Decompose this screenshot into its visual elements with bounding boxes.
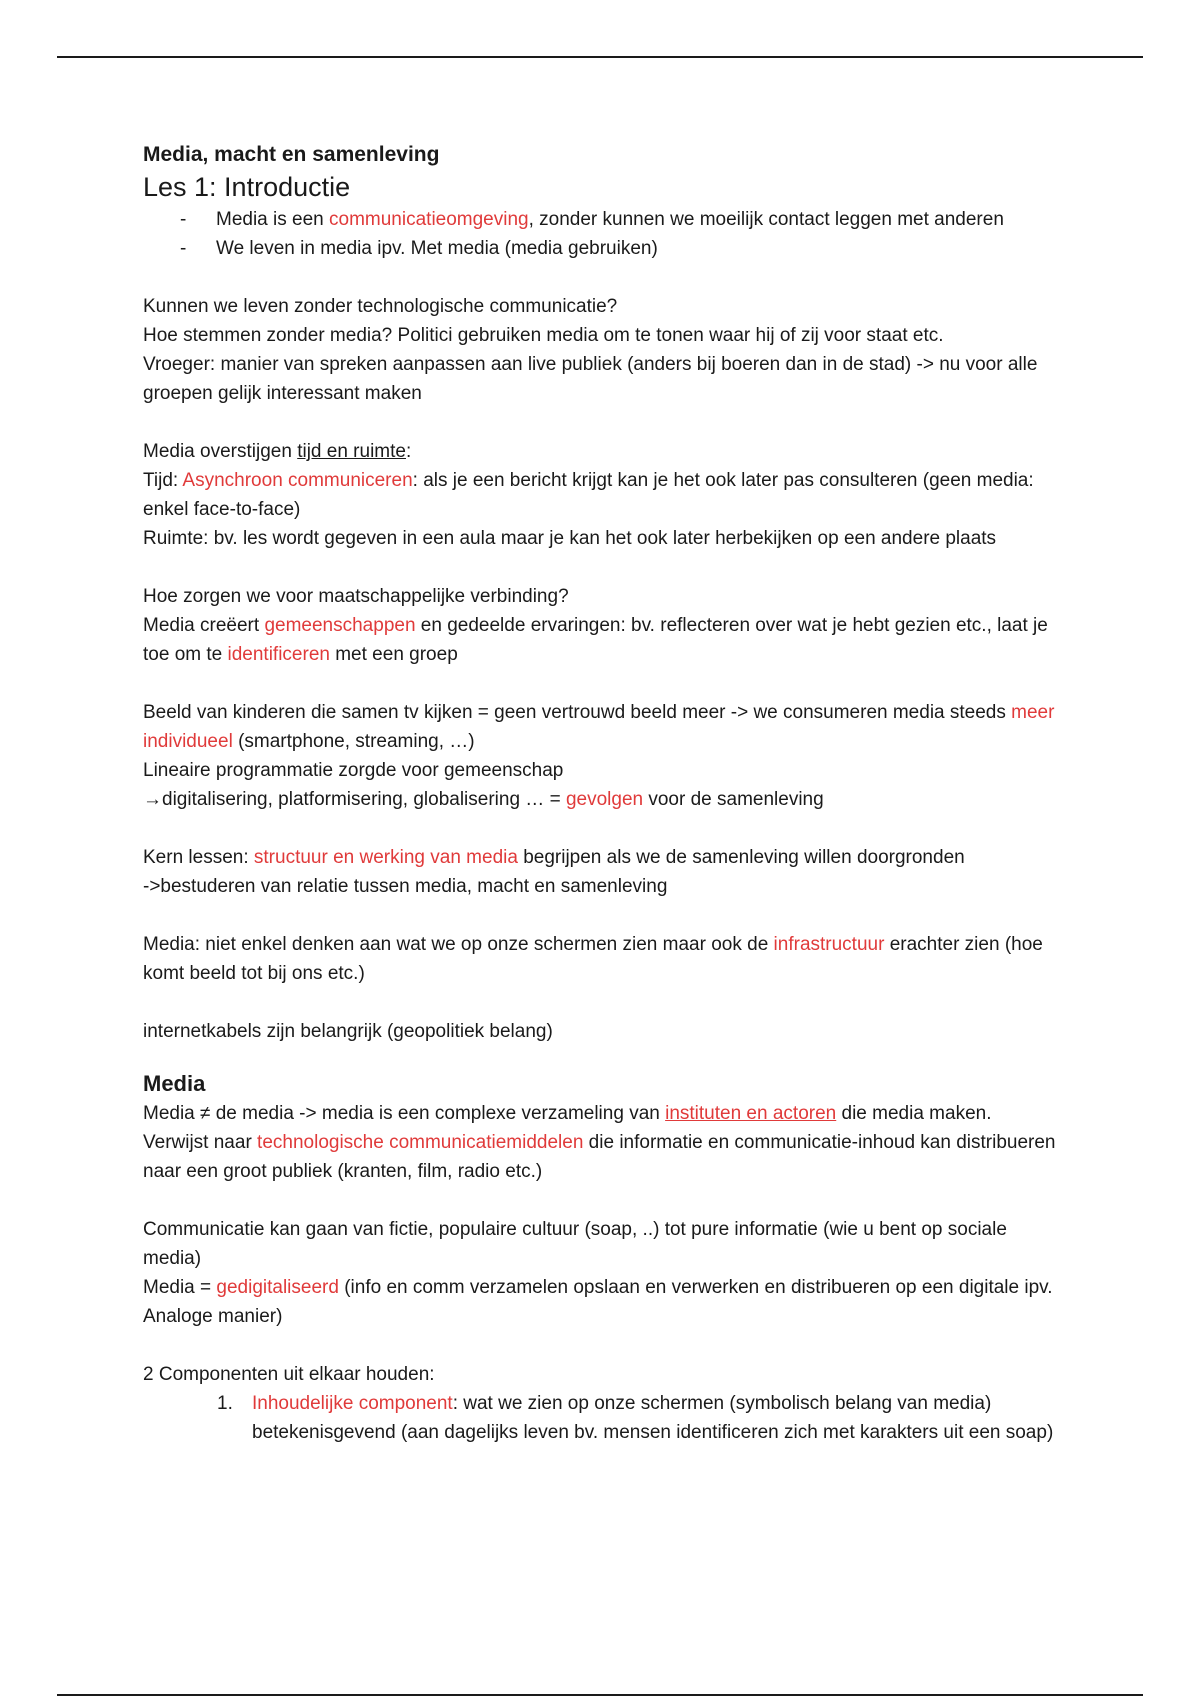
paragraph-line: Ruimte: bv. les wordt gegeven in een aula maar je kan het ook later herbekijken op een andere plaats xyxy=(143,528,997,549)
highlight-term: meer individueel xyxy=(143,702,1055,752)
paragraph-line: Media creëert gemeenschappen en gedeelde ervaringen: bv. reflecteren over wat je hebt gezien etc., laat je toe om te identificeren met een groep xyxy=(143,615,1048,665)
highlight-term: structuur en werking van media xyxy=(253,847,518,868)
highlight-term: technologische communicatiemiddelen xyxy=(257,1132,584,1153)
list-item: - We leven in media ipv. Met media (media gebruiken) xyxy=(143,234,1063,263)
paragraph-line: Beeld van kinderen die samen tv kijken = geen vertrouwd beeld meer -> we consumeren media steeds meer individueel (smartphone, streaming, …) xyxy=(143,702,1055,752)
lesson-heading: Les 1: Introductie xyxy=(143,172,351,202)
paragraph-line: Media = gedigitaliseerd (info en comm verzamelen opslaan en verwerken en distribueren op een digitale ipv. Analoge manier) xyxy=(143,1277,1053,1327)
document-body xyxy=(143,140,1063,1447)
highlight-term: communicatieomgeving xyxy=(329,209,529,230)
paragraph-line: Hoe stemmen zonder media? Politici gebruiken media om te tonen waar hij of zij voor staat etc. xyxy=(143,325,944,346)
highlight-term: infrastructuur xyxy=(773,934,885,955)
highlight-term: Asynchroon communiceren xyxy=(182,470,413,491)
highlight-term: gedigitaliseerd xyxy=(216,1277,339,1298)
intro-bullet-list xyxy=(143,205,1063,263)
footer-rule xyxy=(57,1694,1143,1696)
highlight-term: gemeenschappen xyxy=(264,615,416,636)
paragraph-line: internetkabels zijn belangrijk (geopolitiek belang) xyxy=(143,1021,553,1042)
highlight-term: gevolgen xyxy=(565,789,644,810)
list-number: 1. xyxy=(217,1393,233,1414)
underlined-term: tijd en ruimte xyxy=(297,441,406,462)
paragraph-line: Kunnen we leven zonder technologische communicatie? xyxy=(143,296,618,317)
highlight-term: identificeren xyxy=(227,644,330,665)
paragraph-line: Verwijst naar technologische communicatiemiddelen die informatie en communicatie-inhoud kan distribueren naar een groot publiek (kranten, film, radio etc.) xyxy=(143,1132,1056,1182)
paragraph-line: Kern lessen: structuur en werking van media begrijpen als we de samenleving willen doorgronden xyxy=(143,847,965,868)
paragraph-line: Hoe zorgen we voor maatschappelijke verbinding? xyxy=(143,586,569,607)
list-item: - Media is een communicatieomgeving, zonder kunnen we moeilijk contact leggen met anderen xyxy=(143,205,1063,234)
components-list xyxy=(143,1389,1063,1447)
paragraph-line: Media: niet enkel denken aan wat we op onze schermen zien maar ook de infrastructuur erachter zien (hoe komt beeld tot bij ons etc.) xyxy=(143,934,1043,984)
highlight-term: instituten en actoren xyxy=(665,1103,837,1124)
paragraph-line: Communicatie kan gaan van fictie, populaire cultuur (soap, ..) tot pure informatie (wie u bent op sociale media) xyxy=(143,1219,1007,1269)
paragraph-line: 2 Componenten uit elkaar houden: xyxy=(143,1364,435,1385)
paragraph-line: ->bestuderen van relatie tussen media, macht en samenleving xyxy=(143,876,668,897)
bullet-marker: - xyxy=(180,209,187,230)
document-title: Media, macht en samenleving xyxy=(143,143,440,166)
paragraph-line: Media overstijgen tijd en ruimte: xyxy=(143,441,412,462)
paragraph-line: Media ≠ de media -> media is een complexe verzameling van instituten en actoren die media maken. xyxy=(143,1103,992,1124)
bullet-marker: - xyxy=(180,238,187,259)
paragraph-line: Tijd: Asynchroon communiceren: als je een bericht krijgt kan je het ook later pas consulteren (geen media: enkel face-to-face) xyxy=(143,470,1034,520)
list-item: 1. Inhoudelijke component: wat we zien op onze schermen (symbolisch belang van media) betekenisgevend (aan dagelijks leven bv. mensen identificeren zich met karakters uit een soap) xyxy=(143,1389,1063,1447)
section-heading-media: Media xyxy=(143,1071,206,1096)
highlight-term: Inhoudelijke component xyxy=(252,1393,453,1414)
header-rule xyxy=(57,56,1143,58)
paragraph-line: →digitalisering, platformisering, globalisering … = gevolgen voor de samenleving xyxy=(143,789,824,810)
paragraph-line: Lineaire programmatie zorgde voor gemeenschap xyxy=(143,760,564,781)
paragraph-line: Vroeger: manier van spreken aanpassen aan live publiek (anders bij boeren dan in de stad) -> nu voor alle groepen gelijk interessant maken xyxy=(143,354,1038,404)
